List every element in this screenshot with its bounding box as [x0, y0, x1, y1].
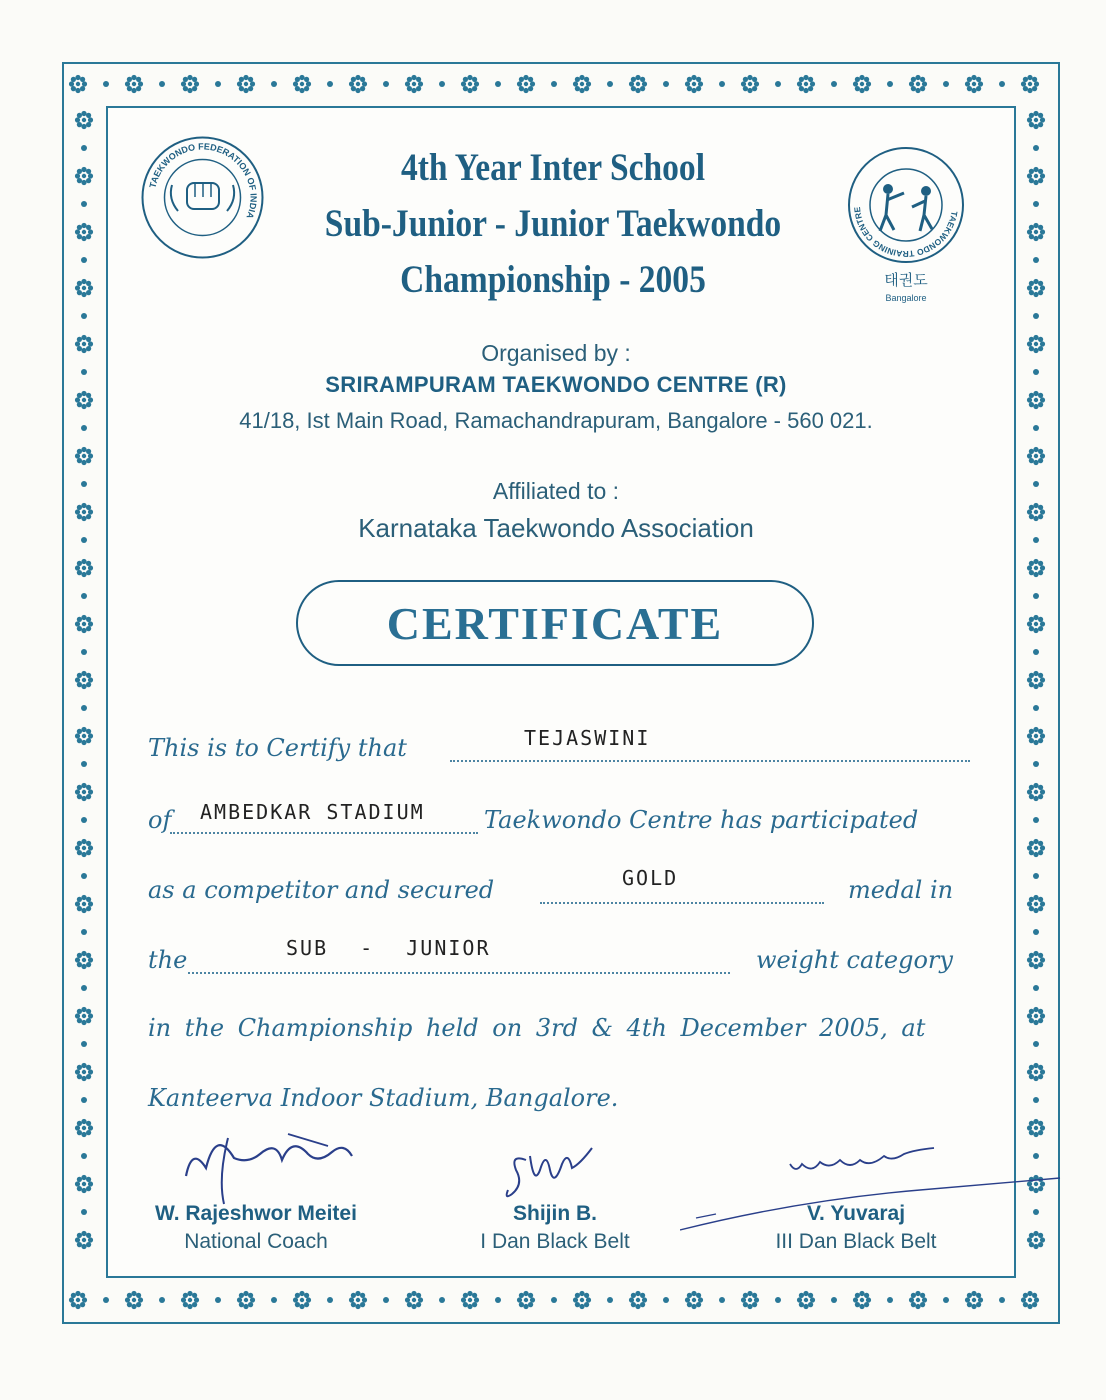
- title-line-3: Championship - 2005: [400, 258, 706, 301]
- medal-dotted-line: [540, 902, 824, 904]
- venue-line: Kanteerva Indoor Stadium, Bangalore.: [148, 1084, 619, 1112]
- signatory-1-role: National Coach: [184, 1230, 328, 1253]
- medal-line-suffix: medal in: [848, 876, 954, 904]
- event-date-line: in the Championship held on 3rd & 4th December 2005, at: [148, 1014, 926, 1042]
- border-pattern-top: [64, 64, 1058, 104]
- certificate-banner: [296, 580, 814, 666]
- category-dotted-line: [188, 972, 730, 974]
- championship-title: [250, 140, 856, 308]
- centre-dotted-line: [170, 832, 478, 834]
- signatory-1-name: W. Rajeshwor Meitei: [155, 1202, 357, 1225]
- taekwondo-federation-logo: [140, 135, 265, 265]
- left-logo-text: TAEKWONDO FEDERATION OF INDIA: [147, 141, 259, 221]
- organised-by-label: Organised by :: [481, 340, 631, 366]
- training-centre-logo: [846, 145, 966, 320]
- of-prefix: of: [148, 806, 172, 834]
- title-line-1: 4th Year Inter School: [400, 146, 706, 189]
- signature-shijin: [500, 1140, 620, 1209]
- border-pattern-bottom: [64, 1280, 1058, 1320]
- signatory-2-name: Shijin B.: [513, 1202, 597, 1225]
- signature-rajeshwor: [168, 1118, 388, 1213]
- category-line-prefix: the: [148, 946, 188, 974]
- centre-suffix: Taekwondo Centre has participated: [484, 806, 919, 834]
- centre-value: AMBEDKAR STADIUM: [200, 800, 425, 824]
- name-dotted-line: [450, 760, 970, 762]
- certify-prefix: This is to Certify that: [148, 734, 407, 762]
- organiser-address: 41/18, Ist Main Road, Ramachandrapuram, Bangalore - 560 021.: [239, 408, 873, 433]
- category-line-suffix: weight category: [756, 946, 953, 974]
- recipient-name: TEJASWINI: [524, 726, 651, 750]
- affiliation-name: Karnataka Taekwondo Association: [358, 513, 754, 543]
- svg-text:태권도: 태권도: [884, 271, 928, 289]
- right-logo-text: TAEKWONDO TRAINING CENTRE: [851, 206, 960, 260]
- category-value: SUB - JUNIOR: [286, 936, 491, 960]
- medal-value: GOLD: [622, 866, 679, 890]
- title-line-2: Sub-Junior - Junior Taekwondo: [324, 202, 782, 245]
- organiser-name: SRIRAMPURAM TAEKWONDO CENTRE (R): [325, 372, 787, 397]
- signatory-3-role: III Dan Black Belt: [775, 1230, 937, 1253]
- affiliated-to-label: Affiliated to :: [492, 478, 620, 504]
- certificate-title: CERTIFICATE: [386, 598, 724, 649]
- signatory-3-name: V. Yuvaraj: [806, 1202, 906, 1225]
- medal-line-prefix: as a competitor and secured: [148, 876, 495, 904]
- border-pattern-left: [64, 106, 104, 1278]
- signatory-2-role: I Dan Black Belt: [480, 1230, 630, 1253]
- right-logo-caption: Bangalore: [885, 293, 927, 303]
- border-pattern-right: [1016, 106, 1056, 1278]
